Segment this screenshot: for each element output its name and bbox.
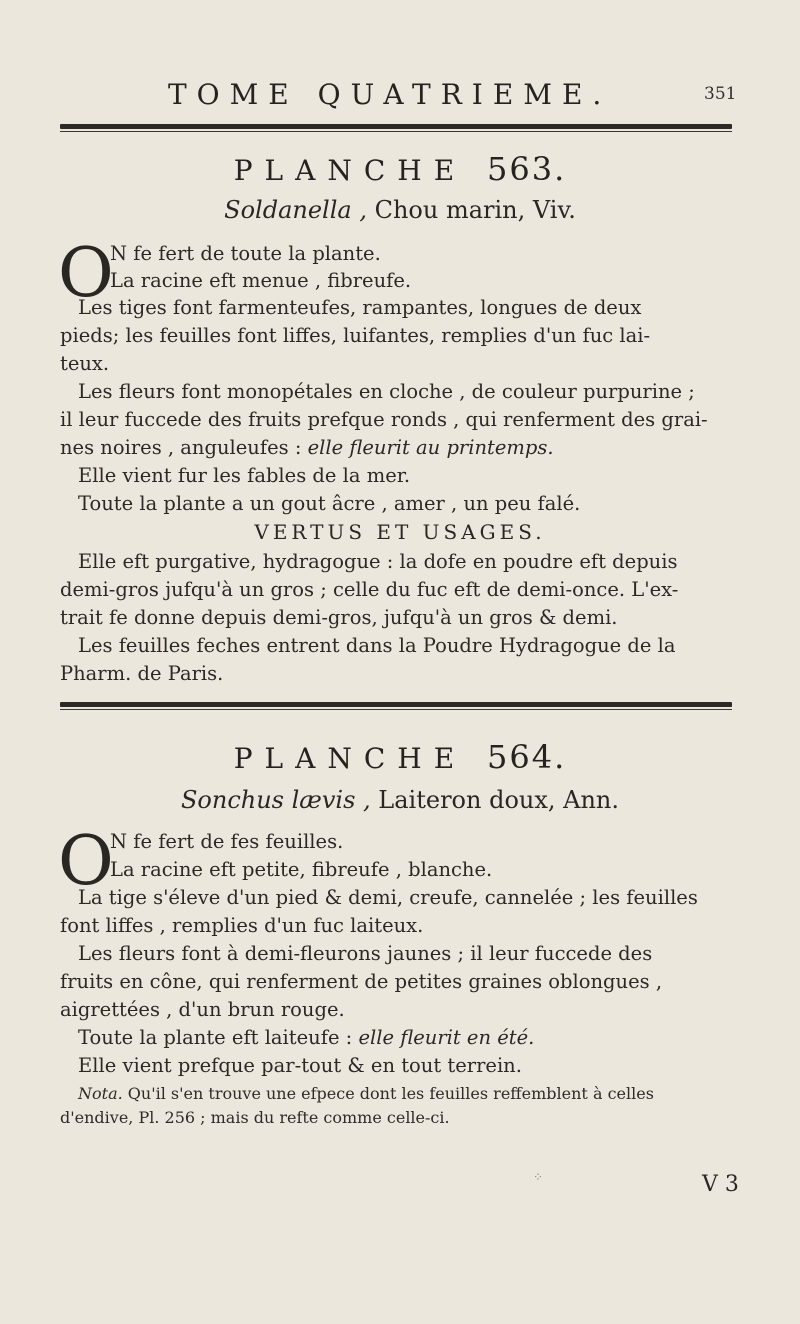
latin-name: Sonchus lævis ,	[180, 786, 371, 814]
text-line: pieds; les feuilles font liffes, luifantes, remplies d'un fuc lai-	[60, 324, 651, 347]
text-span: Toute la plante eft laiteufe :	[78, 1026, 359, 1049]
page-number: 351	[704, 84, 737, 104]
text-line: Les feuilles feches entrent dans la Poudre Hydragogue de la	[78, 634, 676, 657]
text-line: trait fe donne depuis demi-gros, jufqu'à un gros & demi.	[60, 606, 618, 629]
text-line: La tige s'éleve d'un pied & demi, creufe, cannelée ; les feuilles	[78, 886, 698, 909]
text-line: La racine eft menue , fibreufe.	[110, 269, 412, 292]
dropcap: O	[58, 234, 114, 313]
plate-number: 563.	[487, 150, 567, 188]
text-line: Elle vient fur les fables de la mer.	[78, 464, 411, 487]
text-line: Elle vient prefque par-tout & en tout terrein.	[78, 1054, 522, 1077]
plate-564-title	[0, 738, 800, 776]
common-name: Chou marin, Viv.	[366, 196, 576, 224]
flowering-note: elle fleurit en été.	[358, 1026, 535, 1049]
nota-text: Qu'il s'en trouve une efpece dont les feuilles reffemblent à celles	[122, 1084, 654, 1103]
catchword: V 3	[702, 1172, 739, 1197]
ink-smudge: ⁘	[533, 1170, 544, 1184]
text-line: Les tiges font farmenteufes, rampantes, longues de deux	[78, 296, 642, 319]
section-rule	[60, 702, 732, 707]
plate-label: PLANCHE	[233, 742, 467, 775]
text-line: aigrettées , d'un brun rouge.	[60, 998, 345, 1021]
section-heading: VERTUS ET USAGES.	[254, 520, 546, 544]
flowering-note: elle fleurit au printemps.	[307, 436, 554, 459]
text-line: N fe fert de toute la plante.	[110, 242, 381, 265]
text-line: Les fleurs font à demi-fleurons jaunes ; il leur fuccede des	[78, 942, 653, 965]
plate-563-subtitle	[0, 196, 800, 224]
header-rule	[60, 124, 732, 129]
running-head: TOME QUATRIEME.	[168, 78, 612, 111]
text-line: font liffes , remplies d'un fuc laiteux.	[60, 914, 424, 937]
plate-label: PLANCHE	[233, 154, 467, 187]
text-line: fruits en cône, qui renferment de petites graines oblongues ,	[60, 970, 663, 993]
nota-line: d'endive, Pl. 256 ; mais du refte comme celle-ci.	[60, 1108, 450, 1127]
plate-563-title	[0, 150, 800, 188]
text-line: Pharm. de Paris.	[60, 662, 224, 685]
text-line: demi-gros jufqu'à un gros ; celle du fuc eft de demi-once. L'ex-	[60, 578, 679, 601]
latin-name: Soldanella ,	[224, 196, 367, 224]
plate-number: 564.	[487, 738, 567, 776]
text-span: nes noires , anguleufes :	[60, 436, 308, 459]
dropcap: O	[58, 822, 114, 901]
common-name: Laiteron doux, Ann.	[370, 786, 620, 814]
text-line: Les fleurs font monopétales en cloche , de couleur purpurine ;	[78, 380, 695, 403]
text-line	[60, 436, 554, 459]
text-line: Toute la plante a un gout âcre , amer , un peu falé.	[78, 492, 581, 515]
nota-line	[78, 1084, 654, 1103]
text-line: Elle eft purgative, hydragogue : la dofe en poudre eft depuis	[78, 550, 678, 573]
text-line: il leur fuccede des fruits prefque ronds , qui renferment des grai-	[60, 408, 708, 431]
text-line	[78, 1026, 534, 1049]
text-line: La racine eft petite, fibreufe , blanche.	[110, 858, 493, 881]
text-line: N fe fert de fes feuilles.	[110, 830, 344, 853]
nota-label: Nota.	[78, 1084, 123, 1103]
plate-564-subtitle	[0, 786, 800, 814]
text-line: teux.	[60, 352, 110, 375]
